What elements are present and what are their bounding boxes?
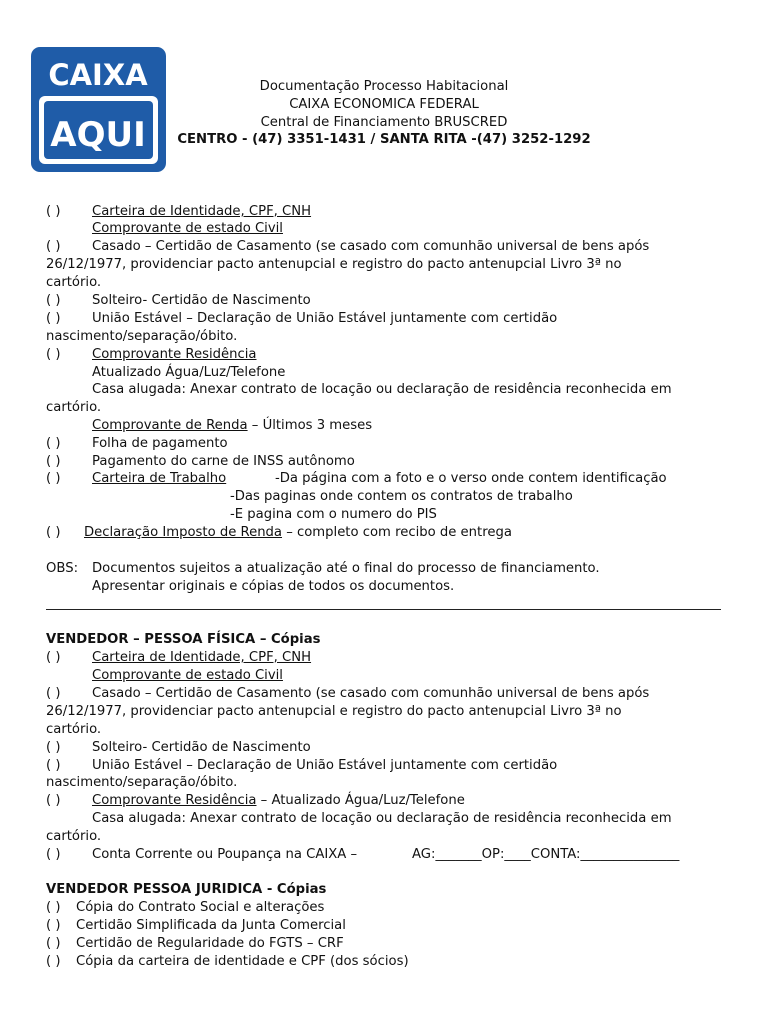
list-item-cont: Casa alugada: Anexar contrato de locação ou declaração de residência reconhecida em — [92, 382, 672, 397]
list-item-cont: cartório. — [46, 829, 102, 844]
list-item: ( ) Solteiro- Certidão de Nascimento — [46, 740, 311, 755]
list-item: ( ) Certidão de Regularidade do FGTS – CRF — [46, 936, 344, 951]
section-title: VENDEDOR PESSOA JURIDICA - Cópias — [46, 882, 327, 897]
list-item: Comprovante de estado Civil — [92, 221, 283, 236]
list-item-cont: 26/12/1977, providenciar pacto antenupcial e registro do pacto antenupcial Livro 3ª no — [46, 704, 622, 719]
list-item: ( ) Conta Corrente ou Poupança na CAIXA – — [46, 847, 358, 862]
org-name: CAIXA ECONOMICA FEDERAL — [289, 97, 479, 112]
list-item-cont: Atualizado Água/Luz/Telefone — [92, 365, 286, 380]
account-fields: AG:_______OP:____CONTA:_______________ — [412, 847, 680, 862]
list-item-cont: nascimento/separação/óbito. — [46, 329, 238, 344]
central-name: Central de Financiamento BRUSCRED — [260, 115, 508, 130]
list-item: ( ) Cópia do Contrato Social e alterações — [46, 900, 325, 915]
list-item: ( ) Cópia da carteira de identidade e CPF (dos sócios) — [46, 954, 409, 969]
list-item: ( ) Comprovante Residência — [46, 347, 257, 362]
list-item: ( ) Carteira de Identidade, CPF, CNH — [46, 650, 312, 665]
list-item-cont: cartório. — [46, 275, 102, 290]
list-item: ( ) Carteira de Identidade, CPF, CNH — [46, 204, 312, 219]
obs-label: OBS: — [46, 561, 79, 576]
list-item: ( ) Pagamento do carne de INSS autônomo — [46, 454, 355, 469]
list-item-cont: -Das paginas onde contem os contratos de trabalho — [230, 489, 573, 504]
list-item: ( ) Casado – Certidão de Casamento (se casado com comunhão universal de bens após — [46, 686, 650, 701]
phone-line: CENTRO - (47) 3351-1431 / SANTA RITA -(47) 3252-1292 — [177, 132, 591, 147]
divider — [46, 609, 721, 610]
list-item-cont: nascimento/separação/óbito. — [46, 775, 238, 790]
list-item: ( ) União Estável – Declaração de União Estável juntamente com certidão — [46, 758, 558, 773]
list-item: ( ) Certidão Simplificada da Junta Comercial — [46, 918, 346, 933]
list-item-cont: cartório. — [46, 400, 102, 415]
list-item: ( ) Folha de pagamento — [46, 436, 228, 451]
obs-text: Documentos sujeitos a atualização até o final do processo de financiamento. — [92, 561, 600, 576]
list-item: ( ) Comprovante Residência – Atualizado Água/Luz/Telefone — [46, 793, 465, 808]
logo-line1: CAIXA — [48, 58, 148, 92]
obs-text: Apresentar originais e cópias de todos os documentos. — [92, 579, 455, 594]
list-item: Comprovante de Renda – Últimos 3 meses — [92, 418, 373, 433]
list-item: ( ) Declaração Imposto de Renda – completo com recibo de entrega — [46, 525, 512, 540]
list-item-cont: Casa alugada: Anexar contrato de locação ou declaração de residência reconhecida em — [92, 811, 672, 826]
list-item: ( ) Casado – Certidão de Casamento (se casado com comunhão universal de bens após — [46, 239, 650, 254]
doc-title: Documentação Processo Habitacional — [259, 79, 509, 94]
list-item-cont: -Da página com a foto e o verso onde contem identificação — [275, 471, 667, 486]
caixa-aqui-logo — [31, 47, 166, 172]
list-item: Comprovante de estado Civil — [92, 668, 283, 683]
logo-line2: AQUI — [50, 115, 146, 155]
list-item-cont: cartório. — [46, 722, 102, 737]
list-item: ( ) Carteira de Trabalho — [46, 471, 227, 486]
list-item-cont: -E pagina com o numero do PIS — [230, 507, 437, 522]
list-item-cont: 26/12/1977, providenciar pacto antenupcial e registro do pacto antenupcial Livro 3ª no — [46, 257, 622, 272]
list-item: ( ) União Estável – Declaração de União Estável juntamente com certidão — [46, 311, 558, 326]
section-title: VENDEDOR – PESSOA FÍSICA – Cópias — [46, 632, 321, 647]
list-item: ( ) Solteiro- Certidão de Nascimento — [46, 293, 311, 308]
